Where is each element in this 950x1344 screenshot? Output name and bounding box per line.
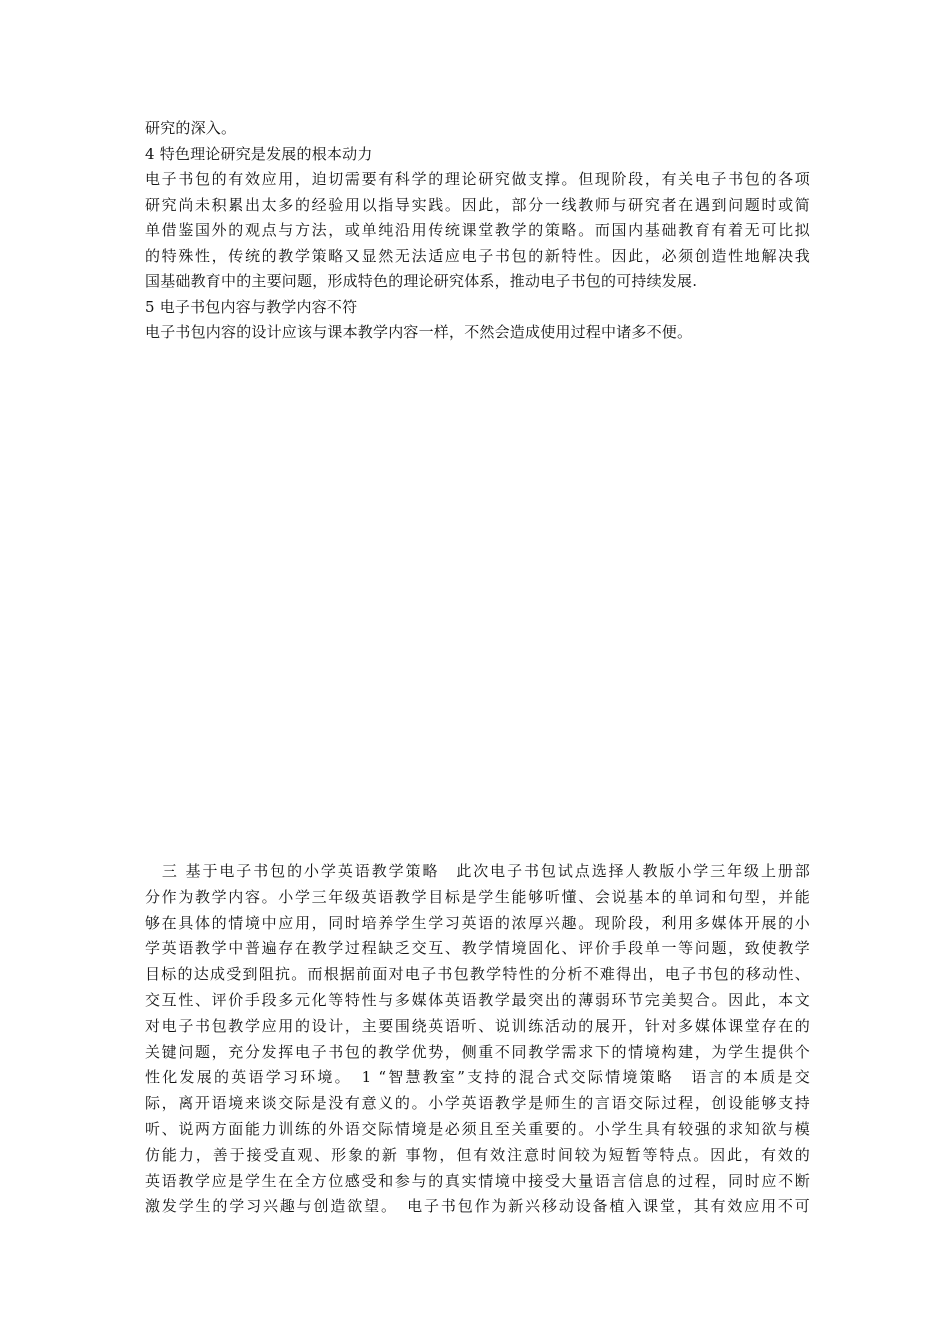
paragraph-line: 三 基于电子书包的小学英语教学策略 此次电子书包试点选择人教版小学三年级上册部 [145,862,810,880]
section-heading-5: 5 电子书包内容与教学内容不符 [145,297,358,316]
paragraph-line: 仿能力，善于接受直观、形象的新 事物，但有效注意时间较为短暂等特点。因此，有效的 [145,1145,810,1164]
paragraph-line: 对电子书包教学应用的设计，主要围绕英语听、说训练活动的展开，针对多媒体课堂存在的 [145,1016,810,1035]
paragraph-line: 目标的达成受到阻抗。而根据前面对电子书包教学特性的分析不难得出，电子书包的移动性、 [145,965,810,984]
top-text-section [145,116,810,346]
paragraph-line: 听、说两方面能力训练的外语交际情境是必须且至关重要的。小学生具有较强的求知欲与模 [145,1119,810,1138]
paragraph-line: 够在具体的情境中应用，同时培养学生学习英语的浓厚兴趣。现阶段，利用多媒体开展的小 [145,913,810,932]
paragraph-line: 电子书包内容的设计应该与课本教学内容一样，不然会造成使用过程中诸多不便。 [145,323,693,341]
paragraph-line: 学英语教学中普遍存在教学过程缺乏交互、教学情境固化、评价手段单一等问题，致使教学 [145,939,810,958]
paragraph-line: 国基础教育中的主要问题，形成特色的理论研究体系，推动电子书包的可持续发展. [145,272,698,290]
paragraph-line: 的特殊性，传统的教学策略又显然无法适应电子书包的新特性。因此，必须创造性地解决我 [145,246,810,265]
paragraph-line: 单借鉴国外的观点与方法，或单纯沿用传统课堂教学的策略。而国内基础教育有着无可比拟 [145,221,810,239]
paragraph-line: 研究尚未积累出太多的经验用以指导实践。因此，部分一线教师与研究者在遇到问题时或简 [145,195,810,214]
paragraph-line: 性化发展的英语学习环境。 1 “智慧教室”支持的混合式交际情境策略 语言的本质是交 [145,1068,810,1087]
paragraph-line: 电子书包的有效应用，迫切需要有科学的理论研究做支撑。但现阶段，有关电子书包的各项 [145,170,810,188]
section-heading-4: 4 特色理论研究是发展的根本动力 [145,144,373,163]
paragraph-line: 研究的深入。 [145,119,237,137]
paragraph-line: 英语教学应是学生在全方位感受和参与的真实情境中接受大量语言信息的过程，同时应不断 [145,1171,810,1190]
bottom-text-section [145,859,810,1220]
paragraph-line: 关键问题，充分发挥电子书包的教学优势，侧重不同教学需求下的情境构建，为学生提供个 [145,1042,810,1061]
paragraph-line: 交互性、评价手段多元化等特性与多媒体英语教学最突出的薄弱环节完美契合。因此，本文 [145,990,810,1009]
paragraph-line: 激发学生的学习兴趣与创造欲望。 电子书包作为新兴移动设备植入课堂，其有效应用不可 [145,1197,810,1216]
paragraph-line: 际，离开语境来谈交际是没有意义的。小学英语教学是师生的言语交际过程，创设能够支持 [145,1094,810,1113]
paragraph-line: 分作为教学内容。小学三年级英语教学目标是学生能够听懂、会说基本的单词和句型，并能 [145,887,810,906]
